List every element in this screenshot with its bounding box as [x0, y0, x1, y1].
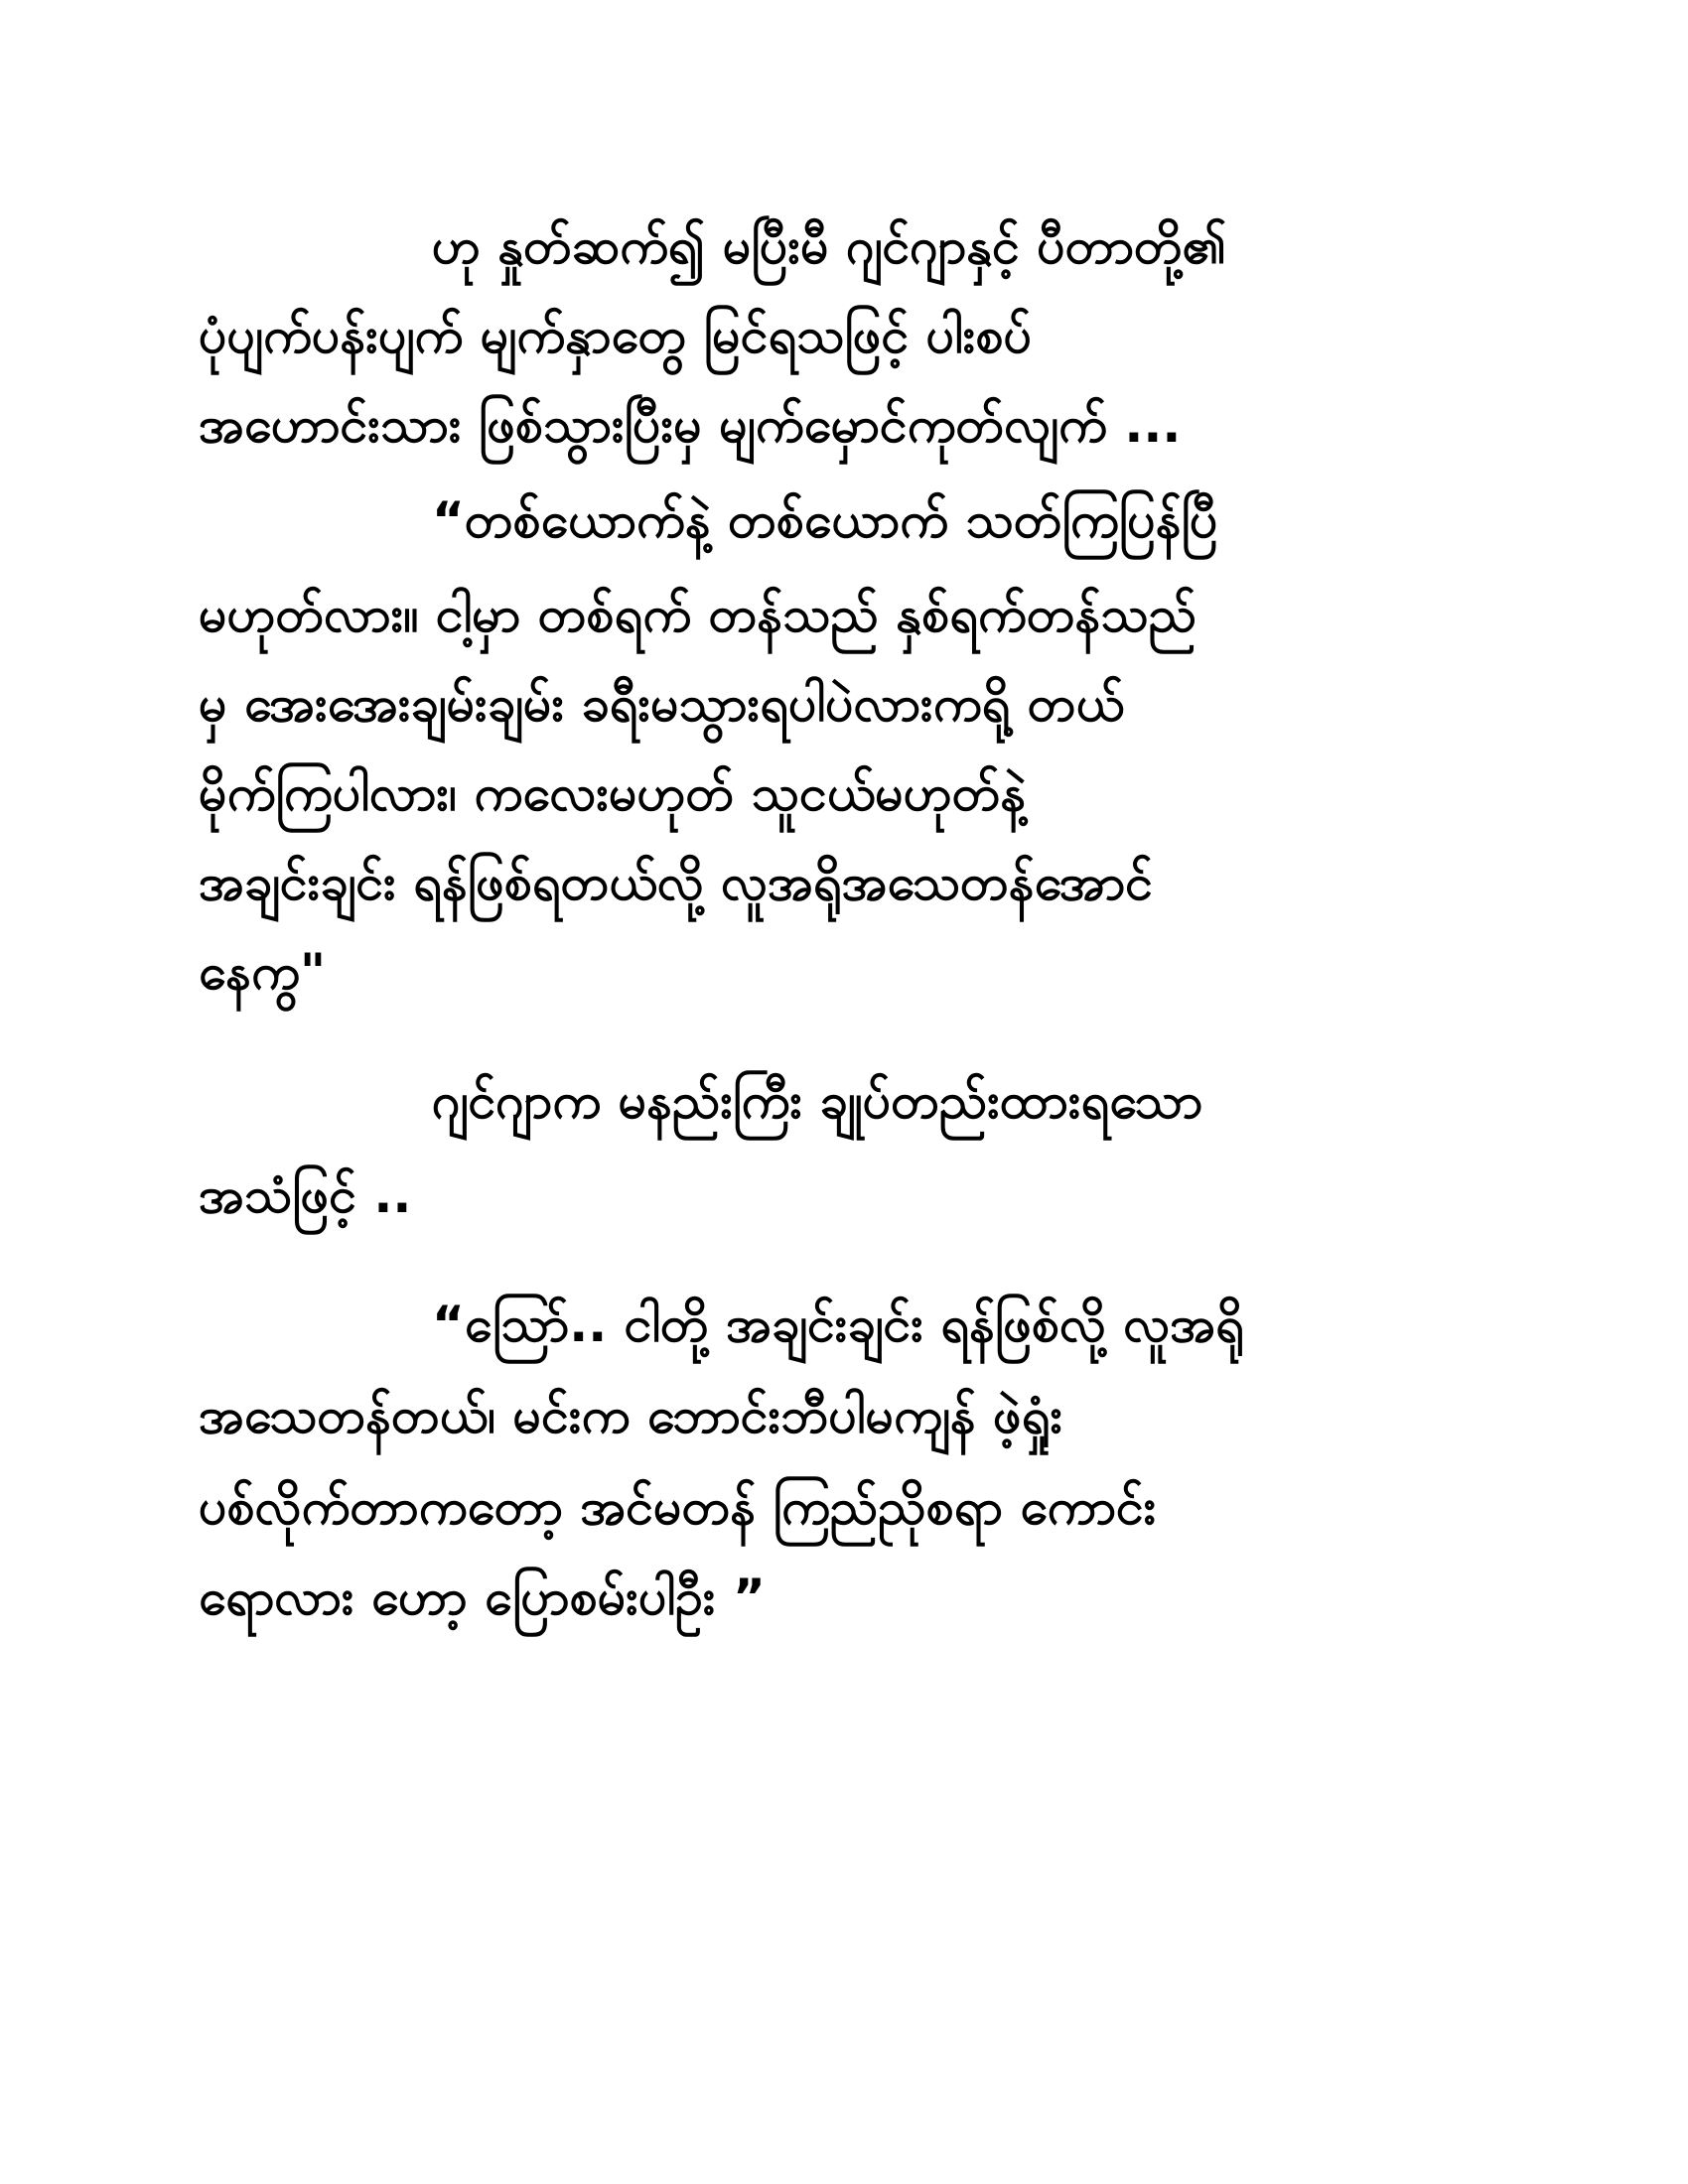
paragraph-2-line-3: မှ အေးအေးချမ်းချမ်း ခရီးမသွားရပါပဲလားကရို့ တယ် — [199, 675, 1125, 733]
paragraph-2-line-1: “တစ်ယောက်နဲ့ တစ်ယောက် သတ်ကြပြန်ပြီ — [432, 491, 1218, 549]
paragraph-2-line-2: မဟုတ်လား။ ငါ့မှာ တစ်ရက် တန်သည် နှစ်ရက်တန်သည် — [199, 586, 1197, 643]
paragraph-4-line-4: ရောလား ဟော့ ပြောစမ်းပါဦး ” — [199, 1569, 766, 1626]
paragraph-2-line-6: နေကွ" — [199, 943, 327, 1001]
paragraph-3-line-1: ဂျင်ဂျာက မနည်းကြီး ချုပ်တည်းထားရသော — [432, 1072, 1203, 1130]
paragraph-1-line-1: ဟု နှုတ်ဆက်၍ မပြီးမီ ဂျင်ဂျာနှင့် ပီတာတို့၏ — [432, 217, 1227, 275]
paragraph-1-line-3: အဟောင်းသား ဖြစ်သွားပြီးမှ မျက်မှောင်ကုတ်လျက် ... — [199, 396, 1182, 454]
paragraph-4-line-1: “သြော်.. ငါတို့ အချင်းချင်း ရန်ဖြစ်လို့ လူအရို — [432, 1296, 1244, 1353]
paragraph-4-line-3: ပစ်လိုက်တာကတော့ အင်မတန် ကြည်ညိုစရာ ကောင်း — [199, 1478, 1157, 1536]
paragraph-4-line-2: အသေတန်တယ်၊ မင်းက ဘောင်းဘီပါမကျန် ဖဲ့ရှုံး — [199, 1387, 1063, 1444]
paragraph-2-line-5: အချင်းချင်း ရန်ဖြစ်ရတယ်လို့ လူအရိုအသေတန်အောင် — [199, 854, 1153, 911]
paragraph-3-line-2: အသံဖြင့် .. — [199, 1166, 412, 1224]
paragraph-1-line-2: ပုံပျက်ပန်းပျက် မျက်နှာတွေ မြင်ရသဖြင့် ပါးစပ် — [199, 307, 1033, 364]
paragraph-2-line-4: မိုက်ကြပါလား၊ ကလေးမဟုတ် သူငယ်မဟုတ်နဲ့ — [199, 764, 1027, 822]
